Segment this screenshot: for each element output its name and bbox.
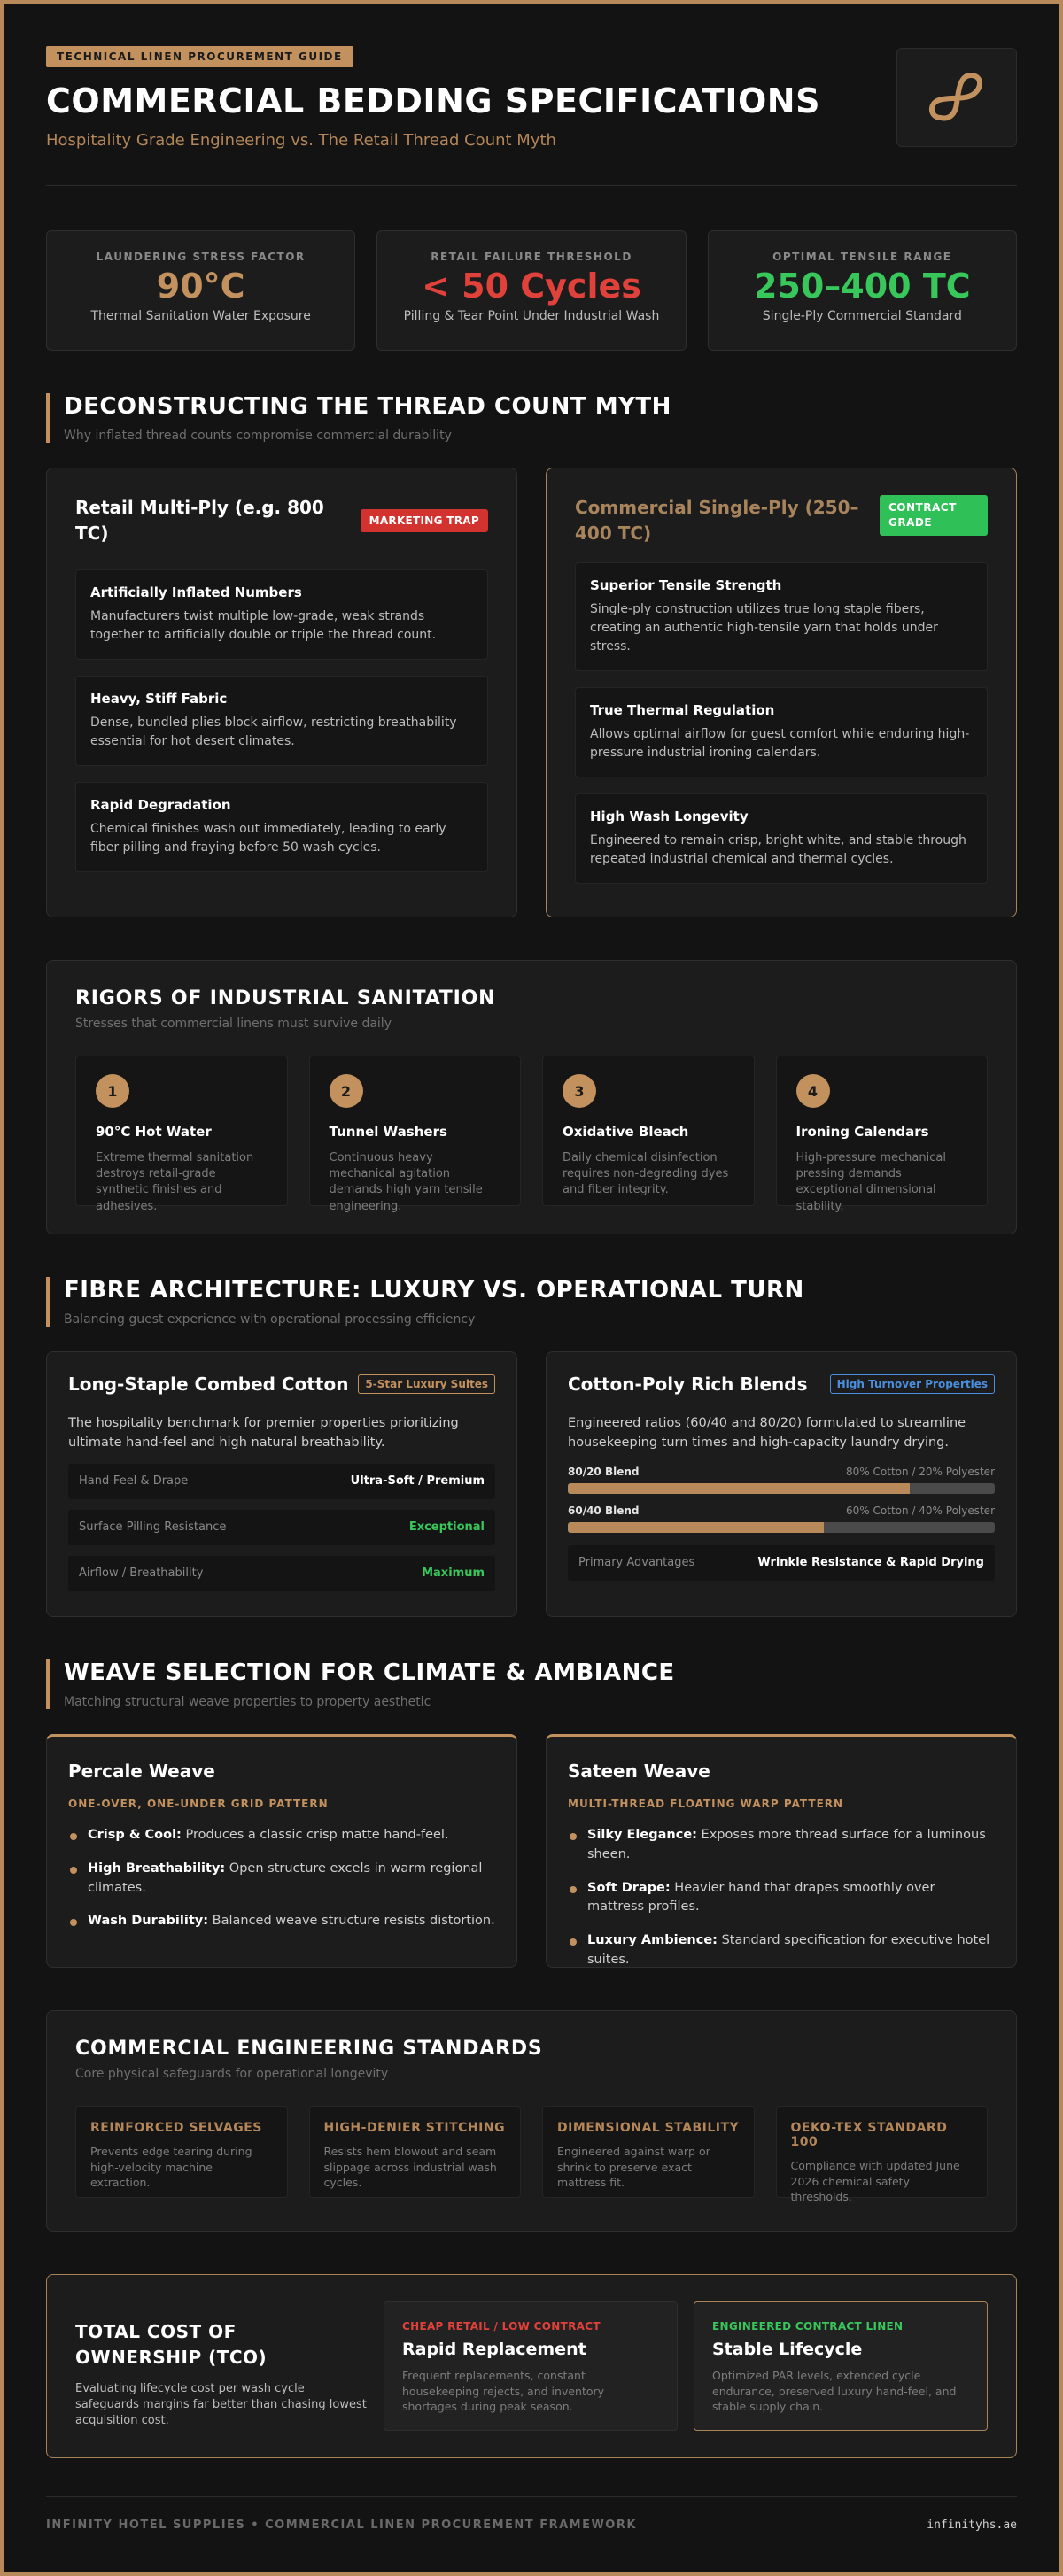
step-number: 4	[796, 1074, 830, 1108]
step-number: 1	[96, 1074, 129, 1108]
feature-list	[68, 1826, 495, 1931]
feature-name: Soft Drape:	[587, 1880, 671, 1895]
tco-card-text: Optimized PAR levels, extended cycle endurance, preserved luxury hand-feel, and stable supply chain.	[712, 2369, 957, 2413]
section-subtitle: Stresses that commercial linens must survive daily	[75, 1017, 392, 1031]
item-title: High Wash Longevity	[590, 808, 749, 824]
step-card	[309, 1056, 522, 1213]
page-header	[46, 4, 1017, 186]
panel-title: Commercial Single-Ply (250–400 TC)	[575, 497, 859, 544]
luxury-tag: 5-Star Luxury Suites	[358, 1374, 495, 1394]
spec-label: Airflow / Breathability	[79, 1566, 204, 1580]
spec-row	[68, 1510, 495, 1545]
stat-label: OPTIMAL TENSILE RANGE	[772, 251, 952, 263]
tco-title: TOTAL COST OF OWNERSHIP (TCO)	[75, 2321, 268, 2368]
list-item	[68, 1826, 495, 1845]
feature-name: Crisp & Cool:	[88, 1828, 182, 1842]
standard-title: DIMENSIONAL STABILITY	[557, 2121, 740, 2135]
tco-intro	[75, 2301, 368, 2431]
standards-section	[46, 2010, 1017, 2232]
list-item	[68, 1860, 495, 1899]
spec-label: Surface Pilling Resistance	[79, 1520, 227, 1534]
thread-compare	[46, 468, 1017, 917]
standard-card	[75, 2106, 288, 2198]
footer-link[interactable]: infinityhs.ae	[927, 2518, 1017, 2532]
blend-pct: 80% Cotton / 20% Polyester	[846, 1465, 995, 1478]
item-text: Chemical finishes wash out immediately, leading to early fiber pilling and fraying before 50 wash cycles.	[90, 822, 446, 855]
step-card	[75, 1056, 288, 1213]
standard-card	[776, 2106, 989, 2203]
panel-title: Percale Weave	[68, 1760, 215, 1782]
step-number: 2	[330, 1074, 363, 1108]
standard-text: Resists hem blowout and seam slippage across industrial wash cycles.	[323, 2145, 497, 2189]
list-item	[568, 1931, 995, 1970]
stat-value: 250–400 TC	[753, 267, 971, 306]
list-item	[575, 793, 988, 884]
feature-name: Silky Elegance:	[587, 1828, 697, 1842]
feature-name: Luxury Ambience:	[587, 1933, 718, 1947]
panel-desc: The hospitality benchmark for premier properties prioritizing ultimate hand-feel and high natural breathability.	[68, 1416, 459, 1450]
item-text: Single-ply construction utilizes true long staple fibers, creating an authentic high-tensile yarn that holds under stress.	[590, 602, 938, 654]
sanitation-section	[46, 960, 1017, 1234]
steps-row	[75, 1056, 988, 1213]
standards-row	[75, 2106, 988, 2203]
standard-text: Compliance with updated June 2026 chemical safety thresholds.	[790, 2159, 960, 2203]
tco-kicker: CHEAP RETAIL / LOW CONTRACT	[402, 2320, 601, 2332]
feature-list	[568, 1826, 995, 1970]
stat-card	[708, 230, 1017, 351]
item-title: Superior Tensile Strength	[590, 577, 782, 593]
standard-title: REINFORCED SELVAGES	[90, 2121, 262, 2135]
step-text: Continuous heavy mechanical agitation demands high yarn tensile engineering.	[329, 1151, 483, 1213]
item-list	[575, 562, 988, 884]
spec-row	[68, 1464, 495, 1499]
tco-card-contract	[694, 2301, 988, 2431]
stat-label: RETAIL FAILURE THRESHOLD	[431, 251, 632, 263]
infinity-logo-icon	[923, 68, 990, 127]
spec-row	[68, 1556, 495, 1591]
standard-title: OEKO-TEX STANDARD 100	[790, 2121, 948, 2149]
list-item	[568, 1826, 995, 1865]
panel-head	[75, 495, 488, 546]
standard-card	[309, 2106, 522, 2198]
panel-head	[68, 1373, 495, 1395]
advantage-row	[568, 1545, 995, 1581]
feature-text: Exposes more thread surface for a luminous sheen.	[587, 1828, 986, 1861]
page-subtitle: Hospitality Grade Engineering vs. The Retail Thread Count Myth	[46, 131, 556, 150]
panel-title: Retail Multi-Ply (e.g. 800 TC)	[75, 497, 324, 544]
step-title: Oxidative Bleach	[563, 1124, 689, 1140]
section-title: FIBRE ARCHITECTURE: LUXURY VS. OPERATIONAL TURN	[64, 1277, 804, 1303]
guide-tag: TECHNICAL LINEN PROCUREMENT GUIDE	[46, 46, 353, 67]
standard-text: Engineered against warp or shrink to preserve exact mattress fit.	[557, 2145, 710, 2189]
panel-head	[575, 495, 988, 546]
feature-name: Wash Durability:	[88, 1914, 209, 1929]
standard-title: HIGH-DENIER STITCHING	[323, 2121, 506, 2135]
blend-bar-fill	[568, 1522, 824, 1533]
spec-label: Hand-Feel & Drape	[79, 1474, 189, 1488]
item-title: Artificially Inflated Numbers	[90, 584, 302, 600]
item-text: Dense, bundled plies block airflow, restricting breathability essential for hot desert climates.	[90, 716, 457, 748]
blend-labels	[568, 1466, 995, 1478]
feature-name: High Breathability:	[88, 1860, 226, 1876]
standard-text: Prevents edge tearing during high-velocity machine extraction.	[90, 2145, 252, 2189]
percale-panel	[46, 1734, 517, 1968]
blend-pct: 60% Cotton / 40% Polyester	[846, 1504, 995, 1517]
fibre-compare	[46, 1351, 1017, 1617]
section-title: WEAVE SELECTION FOR CLIMATE & AMBIANCE	[64, 1659, 675, 1686]
poly-panel	[546, 1351, 1017, 1617]
list-item	[75, 676, 488, 766]
feature-text: Balanced weave structure resists distortion.	[208, 1914, 495, 1929]
spec-value: Maximum	[422, 1566, 485, 1580]
panel-kicker: MULTI-THREAD FLOATING WARP PATTERN	[568, 1798, 844, 1810]
list-item	[575, 562, 988, 671]
tco-card-text: Frequent replacements, constant housekeeping rejects, and inventory shortages during peak season.	[402, 2369, 605, 2413]
commercial-panel	[546, 468, 1017, 917]
item-title: Rapid Degradation	[90, 797, 231, 813]
blend-row	[568, 1466, 995, 1494]
tco-card-cheap	[384, 2301, 678, 2431]
weave-compare	[46, 1734, 1017, 1968]
standard-card	[542, 2106, 755, 2198]
step-text: Extreme thermal sanitation destroys retail-grade synthetic finishes and adhesives.	[96, 1151, 254, 1213]
step-text: Daily chemical disinfection requires non-degrading dyes and fiber integrity.	[563, 1151, 729, 1197]
tco-card-title: Stable Lifecycle	[712, 2340, 863, 2359]
feature-text: Standard specification for executive hotel suites.	[587, 1933, 990, 1967]
page-title: COMMERCIAL BEDDING SPECIFICATIONS	[46, 81, 820, 120]
item-text: Manufacturers twist multiple low-grade, weak strands together to artificially double or triple the thread count.	[90, 609, 437, 642]
turnover-tag: High Turnover Properties	[830, 1374, 995, 1394]
section-header-thread	[46, 393, 1017, 443]
item-list	[75, 569, 488, 872]
item-title: True Thermal Regulation	[590, 702, 775, 718]
step-card	[776, 1056, 989, 1213]
feature-text: Open structure excels in warm regional climates.	[88, 1860, 483, 1895]
panel-desc: Engineered ratios (60/40 and 80/20) formulated to streamline housekeeping turn times and high-capacity laundry drying.	[568, 1416, 966, 1450]
blend-labels	[568, 1505, 995, 1517]
step-title: 90°C Hot Water	[96, 1124, 212, 1140]
blend-bar-fill	[568, 1483, 910, 1494]
blend-name: 60/40 Blend	[568, 1504, 640, 1517]
section-title: RIGORS OF INDUSTRIAL SANITATION	[75, 987, 496, 1010]
step-number: 3	[563, 1074, 596, 1108]
stat-desc: Thermal Sanitation Water Exposure	[90, 309, 311, 323]
list-item	[568, 1879, 995, 1918]
footer-credit: INFINITY HOTEL SUPPLIES • COMMERCIAL LINEN PROCUREMENT FRAMEWORK	[46, 2518, 637, 2532]
section-title: DECONSTRUCTING THE THREAD COUNT MYTH	[64, 393, 671, 420]
section-header-weave	[46, 1659, 1017, 1709]
stat-label: LAUNDERING STRESS FACTOR	[96, 251, 306, 263]
stat-desc: Single-Ply Commercial Standard	[762, 309, 962, 323]
sateen-panel	[546, 1734, 1017, 1968]
spec-value: Ultra-Soft / Premium	[350, 1474, 485, 1488]
panel-title: Long-Staple Combed Cotton	[68, 1373, 349, 1395]
advantage-label: Primary Advantages	[578, 1556, 695, 1569]
list-item	[75, 569, 488, 660]
blend-name: 80/20 Blend	[568, 1465, 640, 1478]
panel-kicker: ONE-OVER, ONE-UNDER GRID PATTERN	[68, 1798, 329, 1810]
contract-grade-badge: CONTRACT GRADE	[880, 495, 988, 536]
item-title: Heavy, Stiff Fabric	[90, 691, 228, 707]
step-text: High-pressure mechanical pressing demands exceptional dimensional stability.	[795, 1151, 946, 1213]
item-text: Engineered to remain crisp, bright white, and stable through repeated industrial chemical and thermal cycles.	[590, 833, 966, 866]
tco-section	[46, 2274, 1017, 2458]
stat-value: 90°C	[156, 267, 245, 306]
feature-text: Produces a classic crisp matte hand-feel.	[181, 1828, 449, 1842]
stat-value: < 50 Cycles	[422, 267, 641, 306]
marketing-trap-badge: MARKETING TRAP	[361, 509, 488, 532]
panel-head	[568, 1373, 995, 1395]
step-title: Tunnel Washers	[329, 1124, 447, 1140]
stat-desc: Pilling & Tear Point Under Industrial Wash	[403, 309, 660, 323]
spec-rows	[68, 1464, 495, 1591]
stat-card	[46, 230, 355, 351]
blend-row	[568, 1505, 995, 1533]
item-text: Allows optimal airflow for guest comfort while enduring high-pressure industrial ironing calendars.	[590, 727, 970, 760]
stat-card	[376, 230, 686, 351]
section-subtitle: Core physical safeguards for operational longevity	[75, 2067, 389, 2081]
tco-card-title: Rapid Replacement	[402, 2340, 586, 2359]
page-footer	[46, 2496, 1017, 2532]
retail-panel	[46, 468, 517, 917]
stats-row	[46, 230, 1017, 351]
cotton-panel	[46, 1351, 517, 1617]
section-header-fibre	[46, 1277, 1017, 1327]
spec-value: Exceptional	[408, 1520, 485, 1534]
step-card	[542, 1056, 755, 1206]
blend-bar	[568, 1522, 995, 1533]
logo	[896, 48, 1017, 147]
advantage-value: Wrinkle Resistance & Rapid Drying	[757, 1556, 984, 1569]
step-title: Ironing Calendars	[795, 1124, 929, 1140]
section-subtitle: Matching structural weave properties to property aesthetic	[64, 1695, 431, 1709]
tco-kicker: ENGINEERED CONTRACT LINEN	[712, 2320, 904, 2332]
tco-text: Evaluating lifecycle cost per wash cycle safeguards margins far better than chasing lowest acquisition cost.	[75, 2382, 367, 2428]
feature-text: Heavier hand that drapes smoothly over mattress profiles.	[587, 1880, 935, 1915]
list-item	[75, 782, 488, 872]
panel-title: Sateen Weave	[568, 1760, 710, 1782]
panel-title: Cotton-Poly Rich Blends	[568, 1373, 808, 1395]
section-title: COMMERCIAL ENGINEERING STANDARDS	[75, 2038, 543, 2060]
list-item	[575, 687, 988, 777]
blend-bar	[568, 1483, 995, 1494]
section-subtitle: Why inflated thread counts compromise commercial durability	[64, 429, 452, 443]
section-subtitle: Balancing guest experience with operational processing efficiency	[64, 1312, 476, 1327]
list-item	[68, 1912, 495, 1931]
